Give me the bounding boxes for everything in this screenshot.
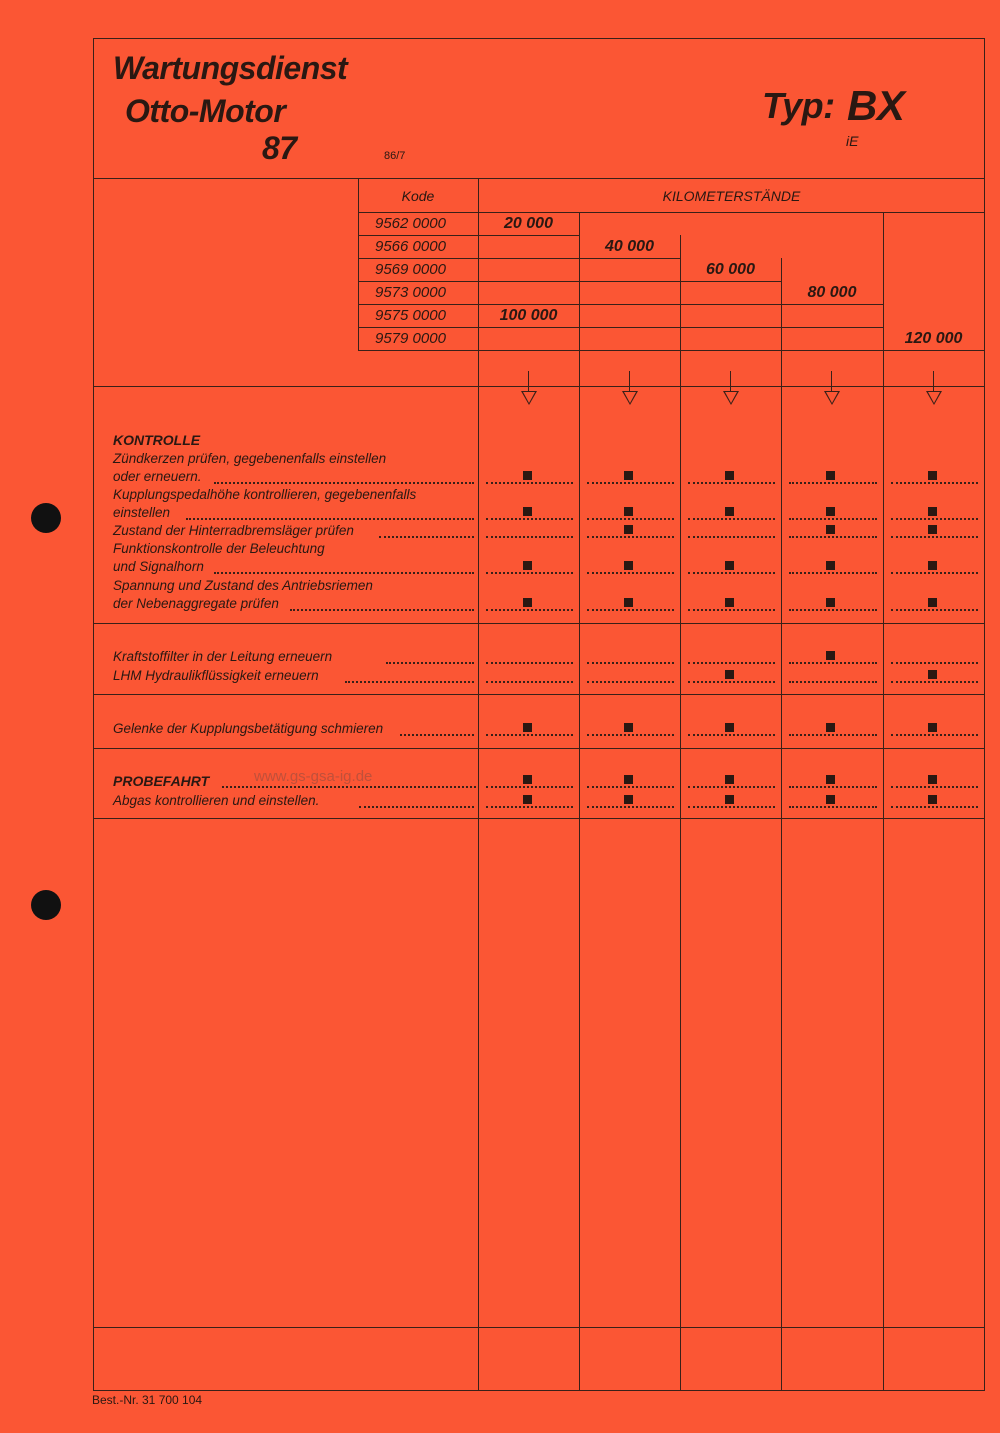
task-text: Spannung und Zustand des Antriebsriemen xyxy=(113,578,373,593)
km-value: 40 000 xyxy=(605,238,654,255)
service-mark xyxy=(928,723,937,732)
service-mark xyxy=(725,561,734,570)
column-leader xyxy=(789,733,877,736)
column-leader xyxy=(587,805,674,808)
down-arrow-icon xyxy=(721,371,741,407)
column-leader xyxy=(587,733,674,736)
column-leader xyxy=(688,661,775,664)
section-separator-2 xyxy=(93,694,985,695)
title-line-3: 87 xyxy=(262,130,297,166)
service-mark xyxy=(624,795,633,804)
arrow-row-separator xyxy=(93,386,985,387)
code-header-separator xyxy=(358,212,985,213)
column-leader xyxy=(587,608,674,611)
task-text: Kraftstoffilter in der Leitung erneuern xyxy=(113,649,333,664)
column-leader xyxy=(587,517,674,520)
column-leader xyxy=(486,517,573,520)
column-leader xyxy=(789,571,877,574)
code-row-line-6 xyxy=(358,350,985,351)
type-variant: iE xyxy=(846,133,859,149)
code-header: Kode xyxy=(401,188,435,204)
column-leader xyxy=(587,535,674,538)
code-row-line-1 xyxy=(358,235,580,236)
task-leader xyxy=(290,608,475,611)
column-leader xyxy=(891,571,978,574)
section-separator-4 xyxy=(93,818,985,819)
task-text: LHM Hydraulikflüssigkeit erneuern xyxy=(113,668,319,683)
service-mark xyxy=(928,670,937,679)
code-value: 9575 0000 xyxy=(375,307,446,324)
service-mark xyxy=(826,795,835,804)
code-row-line-3 xyxy=(358,281,782,282)
probefahrt-leader xyxy=(222,785,476,788)
service-mark xyxy=(523,795,532,804)
service-mark xyxy=(624,471,633,480)
code-value: 9569 0000 xyxy=(375,261,446,278)
service-mark xyxy=(725,670,734,679)
service-mark xyxy=(624,525,633,534)
column-line-5 xyxy=(883,212,884,1390)
task-leader xyxy=(214,481,474,484)
column-leader xyxy=(486,733,573,736)
task-leader xyxy=(214,571,474,574)
code-row-line-4 xyxy=(358,304,884,305)
service-mark xyxy=(523,561,532,570)
punch-hole-top xyxy=(31,503,61,533)
column-leader xyxy=(789,608,877,611)
column-leader xyxy=(789,661,877,664)
service-mark xyxy=(624,723,633,732)
frame-left xyxy=(93,38,94,1391)
task-text: Gelenke der Kupplungsbetätigung schmieren xyxy=(113,721,384,736)
code-row-line-2 xyxy=(358,258,680,259)
service-mark xyxy=(928,561,937,570)
service-mark xyxy=(928,795,937,804)
service-mark xyxy=(624,775,633,784)
task-text: Zustand der Hinterradbremsläger prüfen xyxy=(113,523,354,538)
service-mark xyxy=(725,507,734,516)
task-text: Funktionskontrolle der Beleuchtung xyxy=(113,541,325,556)
column-leader xyxy=(486,535,573,538)
column-leader xyxy=(486,608,573,611)
service-mark xyxy=(826,471,835,480)
down-arrow-icon xyxy=(620,371,640,407)
km-value: 120 000 xyxy=(904,330,963,347)
service-mark xyxy=(523,775,532,784)
probefahrt-title: PROBEFAHRT xyxy=(113,773,210,789)
column-leader xyxy=(688,571,775,574)
column-leader xyxy=(789,680,877,683)
column-leader xyxy=(486,571,573,574)
service-mark xyxy=(523,507,532,516)
column-leader xyxy=(587,680,674,683)
probefahrt-column-leader xyxy=(891,785,978,788)
punch-hole-bottom xyxy=(31,890,61,920)
task-text: und Signalhorn xyxy=(113,559,204,574)
service-mark xyxy=(826,775,835,784)
km-value: 60 000 xyxy=(706,261,755,278)
service-mark xyxy=(826,525,835,534)
kontrolle-title: KONTROLLE xyxy=(113,432,201,448)
column-leader xyxy=(587,481,674,484)
header-separator xyxy=(93,178,985,179)
code-value: 9573 0000 xyxy=(375,284,446,301)
column-leader xyxy=(486,680,573,683)
column-line-3 xyxy=(680,235,681,1390)
column-leader xyxy=(891,733,978,736)
column-leader xyxy=(688,733,775,736)
column-leader xyxy=(587,571,674,574)
column-leader xyxy=(688,535,775,538)
task-text: oder erneuern. xyxy=(113,469,202,484)
column-leader xyxy=(891,535,978,538)
order-number: Best.-Nr. 31 700 104 xyxy=(92,1393,203,1407)
frame-bottom xyxy=(93,1390,985,1391)
column-leader xyxy=(587,661,674,664)
probefahrt-column-leader xyxy=(789,785,877,788)
column-leader xyxy=(486,481,573,484)
service-mark xyxy=(725,598,734,607)
column-line-2 xyxy=(579,212,580,1390)
service-mark xyxy=(928,525,937,534)
column-leader xyxy=(789,517,877,520)
column-leader xyxy=(688,805,775,808)
code-value: 9562 0000 xyxy=(375,215,446,232)
column-leader xyxy=(789,535,877,538)
column-leader xyxy=(891,517,978,520)
service-mark xyxy=(725,775,734,784)
service-mark xyxy=(826,507,835,516)
task-text: Abgas kontrollieren und einstellen. xyxy=(113,793,320,808)
down-arrow-icon xyxy=(519,371,539,407)
task-text: der Nebenaggregate prüfen xyxy=(113,596,279,611)
code-value: 9579 0000 xyxy=(375,330,446,347)
km-header: KILOMETERSTÄNDE xyxy=(662,188,801,204)
task-text: Zündkerzen prüfen, gegebenenfalls einstellen xyxy=(113,451,387,466)
column-leader xyxy=(891,481,978,484)
column-leader xyxy=(891,805,978,808)
task-text: einstellen xyxy=(113,505,171,520)
service-mark xyxy=(624,598,633,607)
column-leader xyxy=(891,608,978,611)
km-value: 20 000 xyxy=(504,215,553,232)
km-value: 80 000 xyxy=(807,284,857,301)
down-arrow-icon xyxy=(822,371,842,407)
service-mark xyxy=(826,561,835,570)
column-leader xyxy=(688,680,775,683)
column-leader xyxy=(789,481,877,484)
title-line-2: Otto-Motor xyxy=(125,93,286,129)
service-mark xyxy=(826,723,835,732)
probefahrt-column-leader xyxy=(587,785,674,788)
column-leader xyxy=(688,481,775,484)
service-mark xyxy=(725,795,734,804)
service-mark xyxy=(523,598,532,607)
km-value: 100 000 xyxy=(499,307,558,324)
task-leader xyxy=(345,680,474,683)
task-leader xyxy=(386,661,474,664)
probefahrt-column-leader xyxy=(486,785,573,788)
service-mark xyxy=(826,651,835,660)
frame-top xyxy=(93,38,985,39)
column-leader xyxy=(688,517,775,520)
column-leader xyxy=(486,661,573,664)
column-leader xyxy=(486,805,573,808)
column-line-1 xyxy=(478,178,479,1390)
task-leader xyxy=(400,733,474,736)
title-line-1: Wartungsdienst xyxy=(113,50,348,86)
service-mark xyxy=(928,471,937,480)
service-mark xyxy=(624,561,633,570)
service-mark xyxy=(725,723,734,732)
service-mark xyxy=(523,723,532,732)
column-leader xyxy=(891,680,978,683)
service-mark xyxy=(725,471,734,480)
section-separator-1 xyxy=(93,623,985,624)
type-model: BX xyxy=(847,82,905,129)
service-mark xyxy=(523,471,532,480)
column-leader xyxy=(891,661,978,664)
down-arrow-icon xyxy=(924,371,944,407)
service-mark xyxy=(826,598,835,607)
section-separator-3 xyxy=(93,748,985,749)
column-leader xyxy=(789,805,877,808)
column-leader xyxy=(688,608,775,611)
task-leader xyxy=(186,517,474,520)
section-separator-5 xyxy=(93,1327,985,1328)
watermark: www.gs-gsa-ig.de xyxy=(254,768,373,785)
code-row-line-5 xyxy=(358,327,884,328)
service-mark xyxy=(928,775,937,784)
type-label: Typ: xyxy=(762,85,835,126)
task-leader xyxy=(359,805,475,808)
edition-label: 86/7 xyxy=(384,150,406,162)
code-value: 9566 0000 xyxy=(375,238,446,255)
service-mark xyxy=(928,507,937,516)
service-mark xyxy=(928,598,937,607)
task-text: Kupplungspedalhöhe kontrollieren, gegebenenfalls xyxy=(113,487,417,502)
column-line-4 xyxy=(781,258,782,1390)
task-leader xyxy=(379,535,474,538)
probefahrt-column-leader xyxy=(688,785,775,788)
frame-right xyxy=(984,38,985,1391)
service-mark xyxy=(624,507,633,516)
